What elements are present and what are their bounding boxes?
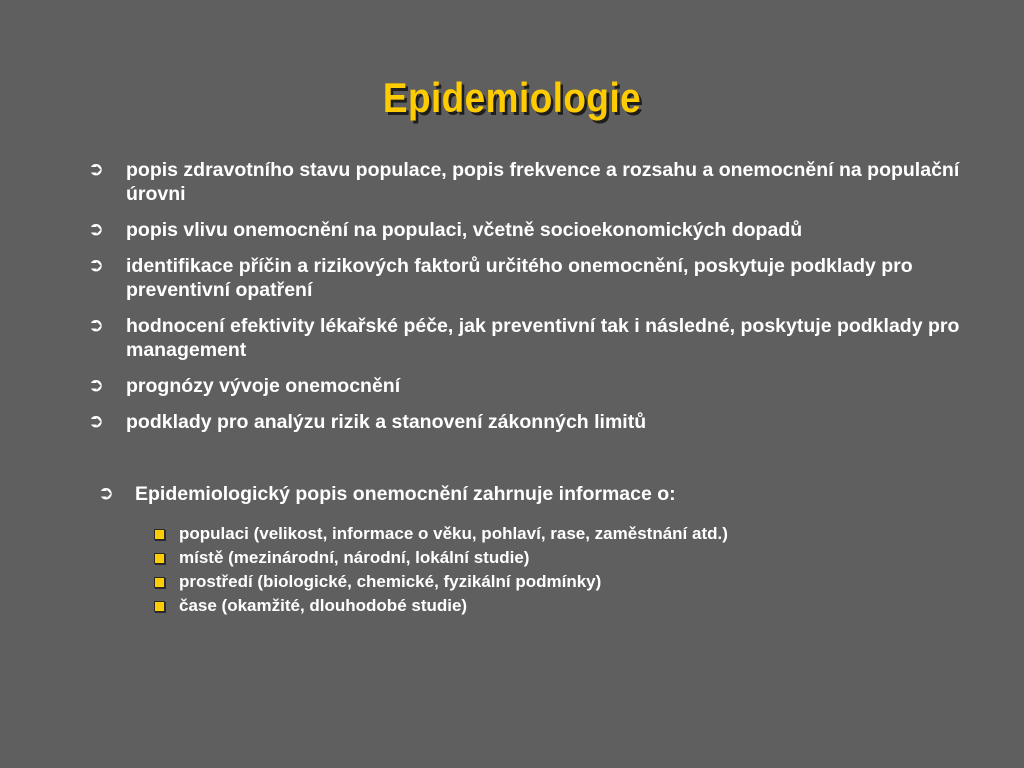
arrow-bullet-icon: ➲: [88, 315, 104, 336]
sub-list-item: [154, 570, 978, 594]
list-item-text: podklady pro analýzu rizik a stanovení zákonných limitů: [126, 411, 647, 433]
sub-list-item: [154, 594, 978, 618]
arrow-bullet-icon: ➲: [88, 411, 104, 432]
arrow-bullet-icon: ➲: [88, 159, 104, 180]
arrow-bullet-icon: ➲: [88, 255, 104, 276]
section-heading: [98, 482, 978, 506]
section-description-info: [98, 482, 978, 618]
list-item-text: popis zdravotního stavu populace, popis frekvence a rozsahu a onemocnění na populační úrovni: [126, 159, 960, 205]
square-bullet-icon: [154, 601, 165, 612]
sub-list-item-text: populaci (velikost, informace o věku, pohlaví, rase, zaměstnání atd.): [179, 524, 728, 543]
list-item-text: identifikace příčin a rizikových faktorů určitého onemocnění, poskytuje podklady pro preventivní opatření: [126, 255, 913, 301]
arrow-bullet-icon: ➲: [88, 375, 104, 396]
list-item: [88, 218, 968, 242]
list-item: [88, 158, 968, 206]
sub-list-item-text: prostředí (biologické, chemické, fyzikální podmínky): [179, 572, 602, 591]
square-bullet-icon: [154, 529, 165, 540]
list-item: [88, 314, 968, 362]
square-bullet-icon: [154, 553, 165, 564]
section-heading-text: Epidemiologický popis onemocnění zahrnuje informace o:: [135, 483, 676, 505]
sub-list-item-text: čase (okamžité, dlouhodobé studie): [179, 596, 468, 615]
list-item: [88, 254, 968, 302]
main-bullet-list: [88, 158, 968, 446]
slide-title: Epidemiologie: [382, 74, 642, 121]
sub-bullet-list: [154, 522, 978, 618]
list-item: [88, 374, 968, 398]
sub-list-item-text: místě (mezinárodní, národní, lokální studie): [179, 548, 530, 567]
list-item-text: hodnocení efektivity lékařské péče, jak preventivní tak i následné, poskytuje podklady pro management: [126, 315, 960, 361]
list-item-text: prognózy vývoje onemocnění: [126, 375, 401, 397]
sub-list-item: [154, 522, 978, 546]
list-item-text: popis vlivu onemocnění na populaci, včetně socioekonomických dopadů: [126, 219, 803, 241]
arrow-bullet-icon: ➲: [88, 219, 104, 240]
list-item: [88, 410, 968, 434]
sub-list-item: [154, 546, 978, 570]
arrow-bullet-icon: ➲: [98, 483, 114, 504]
square-bullet-icon: [154, 577, 165, 588]
